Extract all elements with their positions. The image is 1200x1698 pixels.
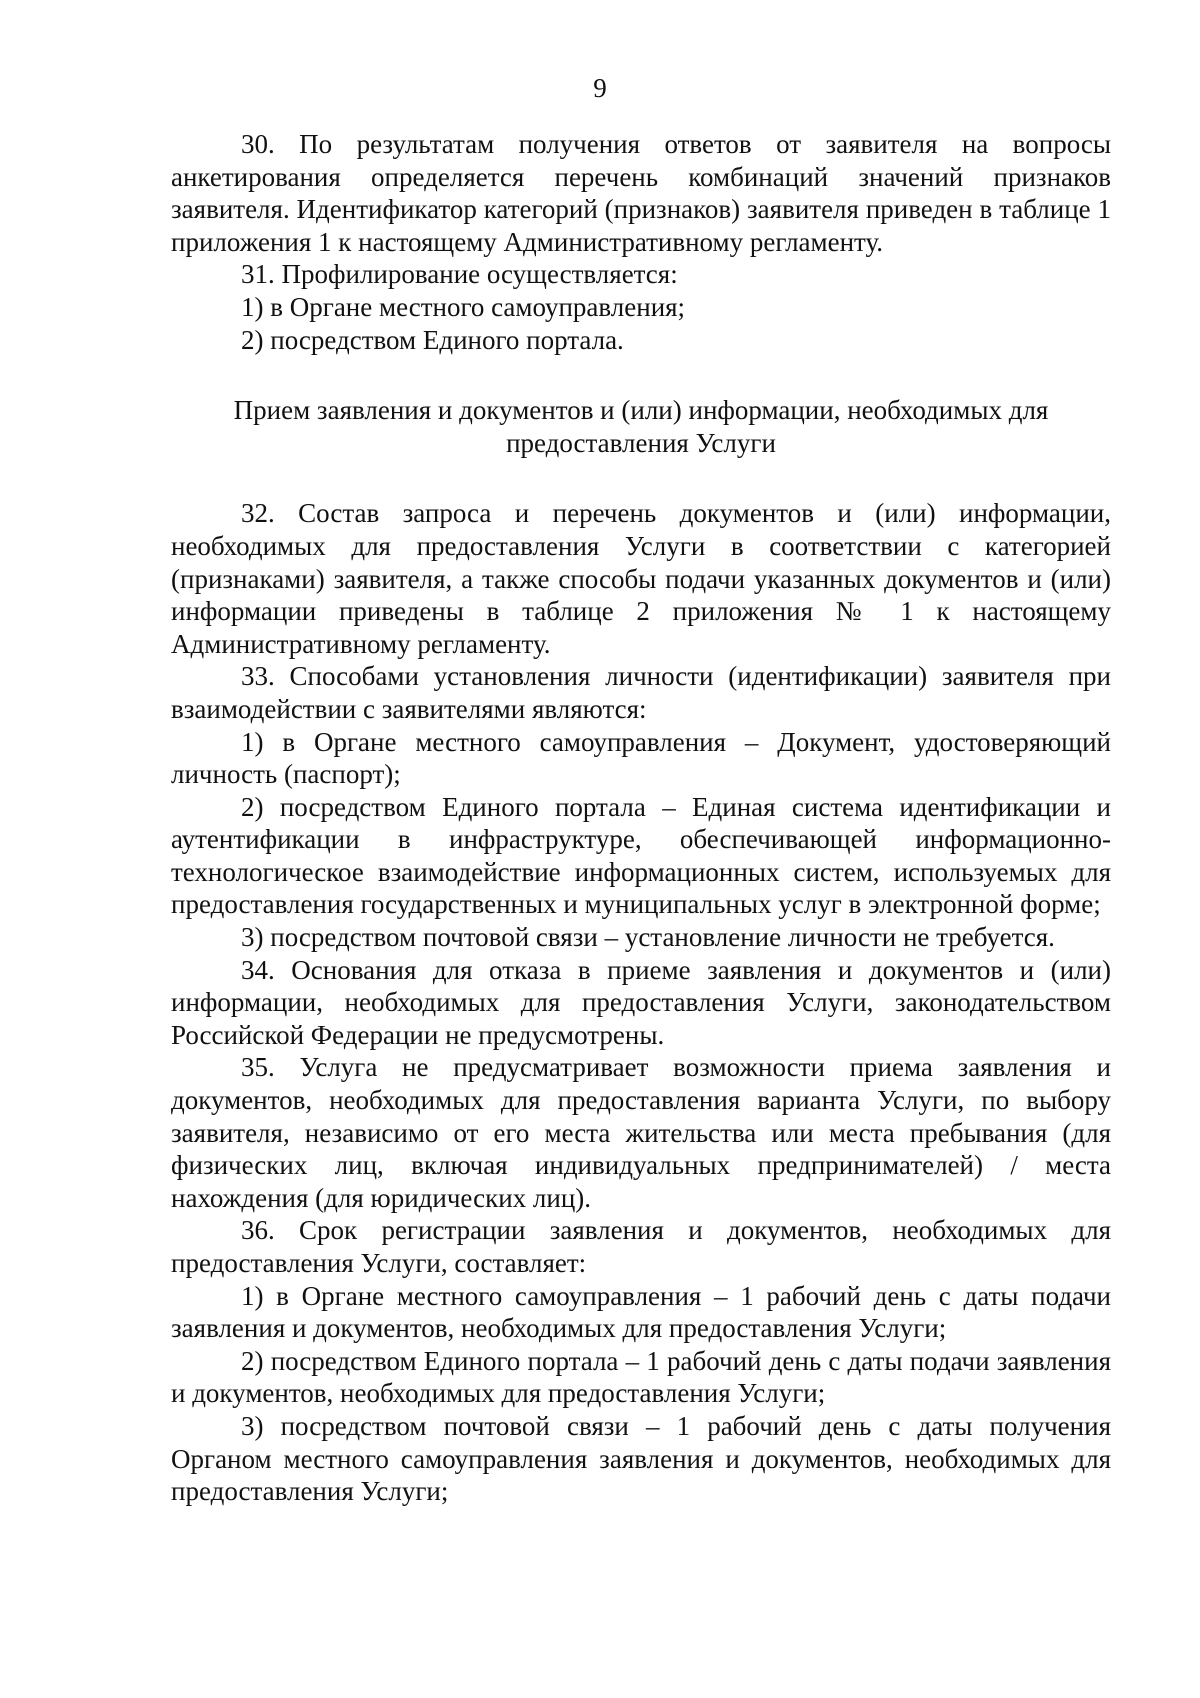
paragraph-31-item-1: 1) в Органе местного самоуправления; <box>241 291 686 322</box>
paragraph-35: 35. Услуга не предусматривает возможности приема заявления и документов, необходимых для предоставления варианта Услуги, по выбору заявителя, независимо от его места жительства или места пребывания (для физических лиц, включая индивидуальных предпринимателей) / места нахождения (для юридических лиц). <box>171 1052 1111 1213</box>
page-number: 9 <box>593 73 607 103</box>
paragraph-36-item-3: 3) посредством почтовой связи – 1 рабочий день с даты получения Органом местного самоуправления заявления и документов, необходимых для предоставления Услуги; <box>171 1410 1111 1507</box>
paragraph-33: 33. Способами установления личности (идентификации) заявителя при взаимодействии с заявителями являются: <box>171 661 1111 724</box>
paragraph-36-item-1: 1) в Органе местного самоуправления – 1 рабочий день с даты подачи заявления и документов, необходимых для предоставления Услуги; <box>171 1280 1111 1344</box>
paragraph-33-item-1: 1) в Органе местного самоуправления – Документ, удостоверяющий личность (паспорт); <box>171 726 1111 790</box>
paragraph-32: 32. Состав запроса и перечень документов и (или) информации, необходимых для предоставления Услуги в соответствии с категорией (признаками) заявителя, а также способы подачи указанных документов и (или) информации приведены в таблице 2 приложения № 1 к настоящему Административному регламенту. <box>171 498 1111 659</box>
paragraph-31-item-2: 2) посредством Единого портала. <box>241 324 624 355</box>
paragraph-36: 36. Срок регистрации заявления и документов, необходимых для предоставления Услуги, составляет: <box>171 1215 1111 1278</box>
section-heading: Прием заявления и документов и (или) информации, необходимых для предоставления Услуги <box>233 395 1049 458</box>
paragraph-31: 31. Профилирование осуществляется: <box>241 259 678 290</box>
paragraph-34: 34. Основания для отказа в приеме заявления и документов и (или) информации, необходимых для предоставления Услуги, законодательством Российской Федерации не предусмотрены. <box>171 954 1111 1050</box>
paragraph-33-item-3: 3) посредством почтовой связи – установление личности не требуется. <box>241 922 1055 953</box>
document-body <box>171 128 1111 1508</box>
paragraph-36-item-2: 2) посредством Единого портала – 1 рабочий день с даты подачи заявления и документов, необходимых для предоставления Услуги; <box>171 1345 1111 1409</box>
paragraph-30: 30. По результатам получения ответов от заявителя на вопросы анкетирования определяется перечень комбинаций значений признаков заявителя. Идентификатор категорий (признаков) заявителя приведен в таблице 1 приложения 1 к настоящему Административному регламенту. <box>171 129 1111 257</box>
paragraph-33-item-2: 2) посредством Единого портала – Единая система идентификации и аутентификации в инфраструктуре, обеспечивающей информационно-технологическое взаимодействие информационных систем, используемых для предоставления государственных и муниципальных услуг в электронной форме; <box>171 791 1111 920</box>
